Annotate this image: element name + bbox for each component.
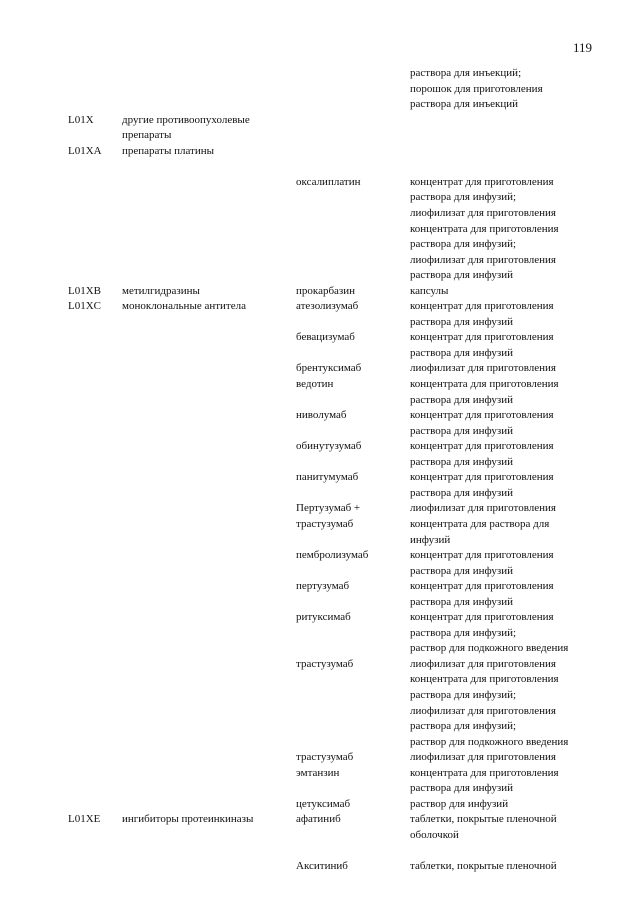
dosage-form: лиофилизат для приготовления [410,253,556,266]
dosage-form: концентрат для приготовления [410,440,554,453]
dosage-form: раствора для инфузий; [410,626,517,639]
dosage-form: раствора для инфузий [410,424,513,437]
drug-name: трастузумаб [296,517,354,530]
group-name: препараты [122,129,172,142]
dosage-form: раствора для инфузий [410,346,513,359]
page-number: 119 [573,40,593,55]
dosage-form: концентрата для приготовления [410,673,559,686]
dosage-form: концентрат для приготовления [410,175,554,188]
dosage-form: концентрата для приготовления [410,766,559,779]
drug-name: ритуксимаб [296,611,351,624]
dosage-form: лиофилизат для приготовления [410,502,556,515]
drug-name: эмтанзин [296,766,340,779]
drug-name: бевацизумаб [296,331,355,344]
drug-name: трастузумаб [296,751,354,764]
drug-name: пембролизумаб [296,549,369,562]
dosage-form: раствора для инфузий [410,595,513,608]
dosage-form: раствора для инъекций [410,98,519,111]
atc-code: L01XB [68,284,101,297]
dosage-form: капсулы [410,284,449,297]
atc-code: L01XA [68,144,102,157]
dosage-form: раствора для инфузий [410,564,513,577]
dosage-form: концентрата для раствора для [410,517,550,530]
drug-name: Акситиниб [296,860,348,873]
dosage-form: концентрата для приготовления [410,378,559,390]
dosage-form: раствор для инфузий [410,797,509,810]
group-name: ингибиторы протеинкиназы [122,813,254,826]
group-name: препараты платины [122,144,215,157]
group-name: моноклональные антитела [122,300,246,313]
dosage-form: порошок для приготовления [410,82,543,95]
dosage-form: концентрат для приготовления [410,300,554,313]
dosage-form: концентрата для приготовления [410,222,559,235]
drug-name: афатиниб [296,813,341,826]
dosage-form: раствора для инъекций; [410,67,522,79]
dosage-form: раствора для инфузий [410,269,513,282]
drug-name: трастузумаб [296,657,354,670]
dosage-form: таблетки, покрытые пленочной [410,860,557,873]
dosage-form: раствора для инфузий; [410,191,517,204]
drug-name: ведотин [296,378,334,390]
atc-code: L01XE [68,813,101,826]
dosage-form: раствора для инфузий [410,393,513,406]
dosage-form: раствор для подкожного введения [410,642,569,655]
dosage-form: раствора для инфузий [410,455,513,468]
group-name: метилгидразины [122,284,200,297]
drug-name: атезолизумаб [296,300,359,313]
dosage-form: лиофилизат для приготовления [410,751,556,764]
dosage-form: концентрат для приготовления [410,331,554,344]
dosage-form: концентрат для приготовления [410,611,554,624]
dosage-form: раствора для инфузий [410,315,513,328]
dosage-form: раствора для инфузий; [410,720,517,733]
dosage-form: концентрат для приготовления [410,549,554,562]
dosage-form: таблетки, покрытые пленочной [410,813,557,826]
drug-name: панитумумаб [296,471,359,484]
dosage-form: раствора для инфузий [410,486,513,499]
dosage-form: раствора для инфузий; [410,238,517,251]
dosage-form: оболочкой [410,828,459,841]
dosage-form: раствора для инфузий [410,782,513,795]
drug-name: прокарбазин [296,284,356,297]
dosage-form: концентрат для приготовления [410,471,554,484]
drug-name: брентуксимаб [296,362,362,375]
dosage-form: лиофилизат для приготовления [410,206,556,219]
dosage-form: лиофилизат для приготовления [410,362,556,375]
drug-name: Пертузумаб + [296,502,361,515]
atc-code: L01X [68,113,94,126]
dosage-form: концентрат для приготовления [410,409,554,422]
dosage-form: раствор для подкожного введения [410,735,569,748]
drug-name: обинутузумаб [296,440,362,453]
drug-name: цетуксимаб [296,797,351,810]
dosage-form: раствора для инфузий; [410,689,517,701]
dosage-form: лиофилизат для приготовления [410,704,556,717]
drug-name: ниволумаб [296,409,347,422]
dosage-form: лиофилизат для приготовления [410,657,556,670]
group-name: другие противоопухолевые [122,113,250,126]
dosage-form: инфузий [410,533,451,546]
drug-name: пертузумаб [296,580,350,593]
drug-name: оксалиплатин [296,175,361,188]
dosage-form: концентрат для приготовления [410,580,554,593]
atc-code: L01XC [68,300,101,313]
